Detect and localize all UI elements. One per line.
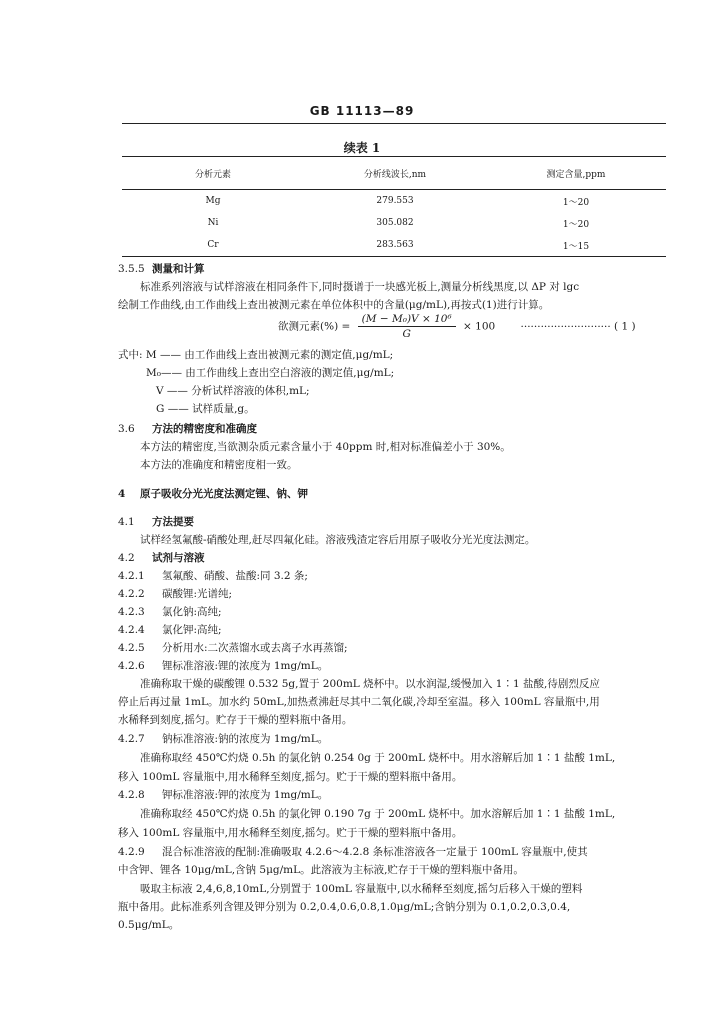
paragraph-line: 中含钾、锂各 10μg/mL,含钠 5μg/mL。此溶液为主标液,贮存于干燥的塑料瓶中备用。 xyxy=(118,864,524,876)
paragraph-line: 准确称取经 450℃灼烧 0.5h 的氯化钠 0.254 0g 于 200mL 烧杯中。用水溶解后加 1∶1 盐酸 1mL, xyxy=(140,752,616,764)
section-number: 4 xyxy=(118,488,126,500)
section-number: 3.5.5 xyxy=(118,263,145,275)
table-cell: 1～20 xyxy=(562,197,590,208)
list-item xyxy=(118,659,328,673)
list-item xyxy=(118,788,328,802)
standard-code-header: GB 11113—89 xyxy=(309,104,415,118)
table-cell: Cr xyxy=(122,234,304,257)
section-number: 3.6 xyxy=(118,423,135,435)
item-text: 分析用水:二次蒸馏水或去离子水再蒸馏; xyxy=(162,642,348,654)
item-number: 4.2.5 xyxy=(118,642,145,654)
item-text: 钾标准溶液:钾的浓度为 1mg/mL。 xyxy=(162,789,329,801)
item-text: 氯化钾:高纯; xyxy=(162,624,222,636)
paragraph-line: 标准系列溶液与试样溶液在相同条件下,同时摄谱于一块感光板上,测量分析线黑度,以 ΔP 对 lgc xyxy=(140,281,580,293)
item-text: 钠标准溶液:钠的浓度为 1mg/mL。 xyxy=(162,733,329,745)
item-number: 4.2.6 xyxy=(118,660,145,672)
table-header-cell: 分析元素 xyxy=(122,157,304,190)
item-number: 4.2.2 xyxy=(118,588,145,600)
table-cell: Mg xyxy=(205,196,221,206)
paragraph-line: 停止后再过量 1mL。加水约 50mL,加热煮沸赶尽其中二氧化碳,冷却至室温。移入 100mL 容量瓶中,用 xyxy=(118,696,600,708)
where-line: M₀—— 由工作曲线上查出空白溶液的测定值,μg/mL; xyxy=(146,367,395,379)
paragraph-line: 绘制工作曲线,由工作曲线上查出被测元素在单位体积中的含量(μg/mL),再按式(1)进行计算。 xyxy=(118,299,550,311)
item-number: 4.2.4 xyxy=(118,624,145,636)
paragraph-line: 试样经氢氟酸-硝酸处理,赶尽四氟化硅。溶液残渣定容后用原子吸收分光光度法测定。 xyxy=(140,534,536,546)
formula-fraction xyxy=(358,313,456,340)
paragraph-line: 吸取主标液 2,4,6,8,10mL,分别置于 100mL 容量瓶中,以水稀释至刻度,摇匀后移入干燥的塑料 xyxy=(140,883,583,895)
item-number: 4.2.3 xyxy=(118,606,145,618)
table-row xyxy=(122,190,666,213)
table-cell: 1～15 xyxy=(486,234,666,257)
section-4-1-heading xyxy=(118,515,194,529)
where-line: G —— 试样质量,g。 xyxy=(156,403,255,415)
table-cell: Ni xyxy=(207,218,219,228)
paragraph-line: 0.5μg/mL。 xyxy=(118,919,180,931)
table-cell: 305.082 xyxy=(376,218,414,228)
table-header-cell: 测定含量,ppm xyxy=(486,157,666,190)
list-item xyxy=(118,623,222,637)
list-item xyxy=(118,587,232,601)
table-row xyxy=(122,234,666,257)
paragraph-line: 移入 100mL 容量瓶中,用水稀释至刻度,摇匀。贮于干燥的塑料瓶中备用。 xyxy=(118,771,463,783)
formula-rhs: × 100 xyxy=(463,320,496,333)
section-title: 方法的精密度和准确度 xyxy=(152,423,257,435)
list-item xyxy=(118,845,588,859)
table-cell: 1～20 xyxy=(562,219,590,230)
paragraph-line: 移入 100mL 容量瓶中,用水稀释至刻度,摇匀。贮于干燥的塑料瓶中备用。 xyxy=(118,827,463,839)
section-title: 测量和计算 xyxy=(152,263,205,275)
section-title: 原子吸收分光光度法测定锂、钠、钾 xyxy=(140,488,308,500)
section-4-heading xyxy=(118,487,308,501)
section-3-5-5-heading xyxy=(118,262,205,276)
section-number: 4.2 xyxy=(118,552,135,564)
paragraph-line: 水稀释到刻度,摇匀。贮存于干燥的塑料瓶中备用。 xyxy=(118,714,353,726)
paragraph-line: 本方法的准确度和精密度相一致。 xyxy=(140,459,298,471)
paragraph-line: 准确称取经 450℃灼烧 0.5h 的氯化钾 0.190 7g 于 200mL 烧杯中。加水溶解后加 1∶1 盐酸 1mL, xyxy=(140,808,616,820)
header-rule xyxy=(122,123,666,124)
formula-number: ( 1 ) xyxy=(614,320,636,333)
where-line: 式中: M —— 由工作曲线上查出被测元素的测定值,μg/mL; xyxy=(118,349,394,361)
list-item xyxy=(118,641,348,655)
table-caption: 续表 1 xyxy=(343,141,381,155)
item-text: 锂标准溶液:锂的浓度为 1mg/mL。 xyxy=(162,660,329,672)
item-text: 混合标准溶液的配制:准确吸取 4.2.6～4.2.8 条标准溶液各一定量于 100mL 容量瓶中,使其 xyxy=(162,846,588,858)
item-number: 4.2.8 xyxy=(118,789,145,801)
paragraph-line: 瓶中备用。此标准系列含锂及钾分别为 0.2,0.4,0.6,0.8,1.0μg/mL;含钠分别为 0.1,0.2,0.3,0.4, xyxy=(118,901,571,913)
section-3-6-heading xyxy=(118,422,257,436)
list-item xyxy=(118,732,328,746)
formula-numerator: (M − M₀)V × 10⁶ xyxy=(358,313,456,327)
list-item xyxy=(118,569,308,583)
section-title: 方法提要 xyxy=(152,516,194,528)
item-text: 氯化钠:高纯; xyxy=(162,606,222,618)
formula-lhs: 欲测元素(%) = xyxy=(278,320,351,333)
item-number: 4.2.9 xyxy=(118,846,145,858)
section-title: 试剂与溶液 xyxy=(152,552,205,564)
section-4-2-heading xyxy=(118,551,205,565)
table-cell: 283.563 xyxy=(304,234,486,257)
item-number: 4.2.7 xyxy=(118,733,145,745)
table-header-cell: 分析线波长,nm xyxy=(304,157,486,190)
formula-1 xyxy=(278,313,636,340)
paragraph-line: 本方法的精密度,当欲测杂质元素含量小于 40ppm 时,相对标准偏差小于 30%。 xyxy=(140,441,511,453)
item-text: 碳酸锂:光谱纯; xyxy=(162,588,233,600)
element-table xyxy=(122,156,666,257)
paragraph-line: 准确称取干燥的碳酸锂 0.532 5g,置于 200mL 烧杯中。以水润湿,缓慢加入 1∶1 盐酸,待剧烈反应 xyxy=(140,678,600,690)
table-cell: 279.553 xyxy=(376,196,414,206)
formula-leader-dots: ··························· xyxy=(520,320,611,333)
formula-denominator: G xyxy=(402,328,411,340)
item-text: 氢氟酸、硝酸、盐酸:同 3.2 条; xyxy=(162,570,308,582)
list-item xyxy=(118,605,222,619)
table-header-row xyxy=(122,157,666,190)
section-number: 4.1 xyxy=(118,516,135,528)
table-row xyxy=(122,212,666,234)
where-line: V —— 分析试样溶液的体积,mL; xyxy=(156,385,310,397)
item-number: 4.2.1 xyxy=(118,570,145,582)
